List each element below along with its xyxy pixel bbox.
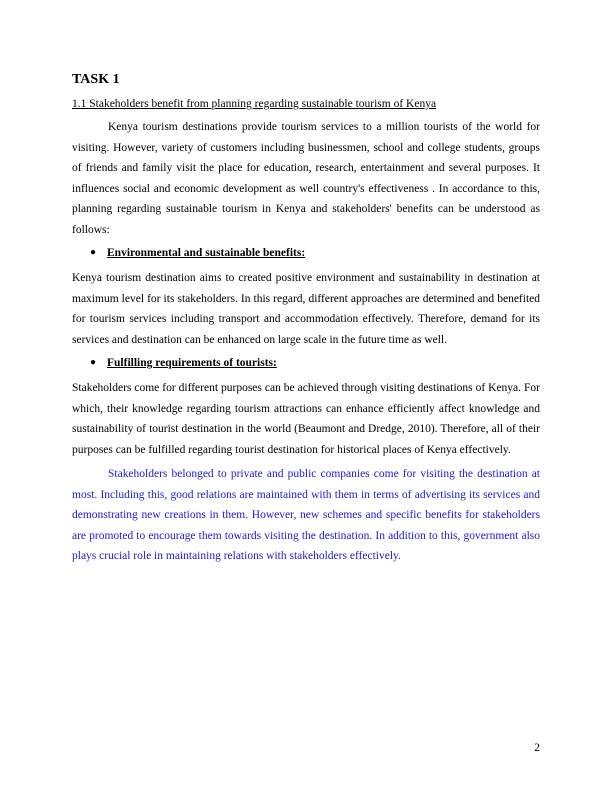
- section-subheading: 1.1 Stakeholders benefit from planning regarding sustainable tourism of Kenya: [72, 98, 437, 110]
- bullet-item-environmental: [72, 244, 540, 262]
- page-content: [72, 72, 540, 567]
- bullet-dot-icon: ●: [90, 357, 97, 368]
- requirements-paragraph: Stakeholders come for different purposes can be achieved through visiting destinations of Kenya. For which, their knowledge regarding tourism attractions can enhance efficiently affect knowledge and sustainability of tourist destination in the world (Beaumont and Dredge, 2010). Therefore, all of their purposes can be fulfilled regarding tourist destination for historical places of Kenya effectively.: [72, 382, 540, 456]
- bullet-item-requirements: [72, 354, 540, 372]
- bullet-title: Environmental and sustainable benefits:: [107, 247, 306, 259]
- bullet-title: Fulfilling requirements of tourists:: [107, 357, 277, 369]
- environmental-paragraph: Kenya tourism destination aims to created positive environment and sustainability in destination at maximum level for its stakeholders. In this regard, different approaches are determined and benefited for tourism services including transport and accommodation effectively. Therefore, demand for its services and destination can be enhanced on large scale in the future time as well.: [72, 272, 540, 346]
- bullet-dot-icon: ●: [90, 247, 97, 258]
- closing-paragraph: Stakeholders belonged to private and public companies come for visiting the destination at most. Including this, good relations are maintained with them in terms of advertising its services and demonstrating new creations in them. However, new schemes and specific benefits for stakeholders are promoted to encourage them towards visiting the destination. In addition to this, government also plays crucial role in maintaining relations with stakeholders effectively.: [72, 468, 540, 562]
- task-heading: TASK 1: [72, 72, 120, 87]
- page-number: 2: [534, 742, 540, 754]
- intro-paragraph: Kenya tourism destinations provide tourism services to a million tourists of the world for visiting. However, variety of customers including businessmen, school and college students, groups of friends and family visit the place for education, research, entertainment and several purposes. It influences social and economic development as well country's effectiveness . In accordance to this, planning regarding sustainable tourism in Kenya and stakeholders' benefits can be understood as follows:: [72, 121, 540, 236]
